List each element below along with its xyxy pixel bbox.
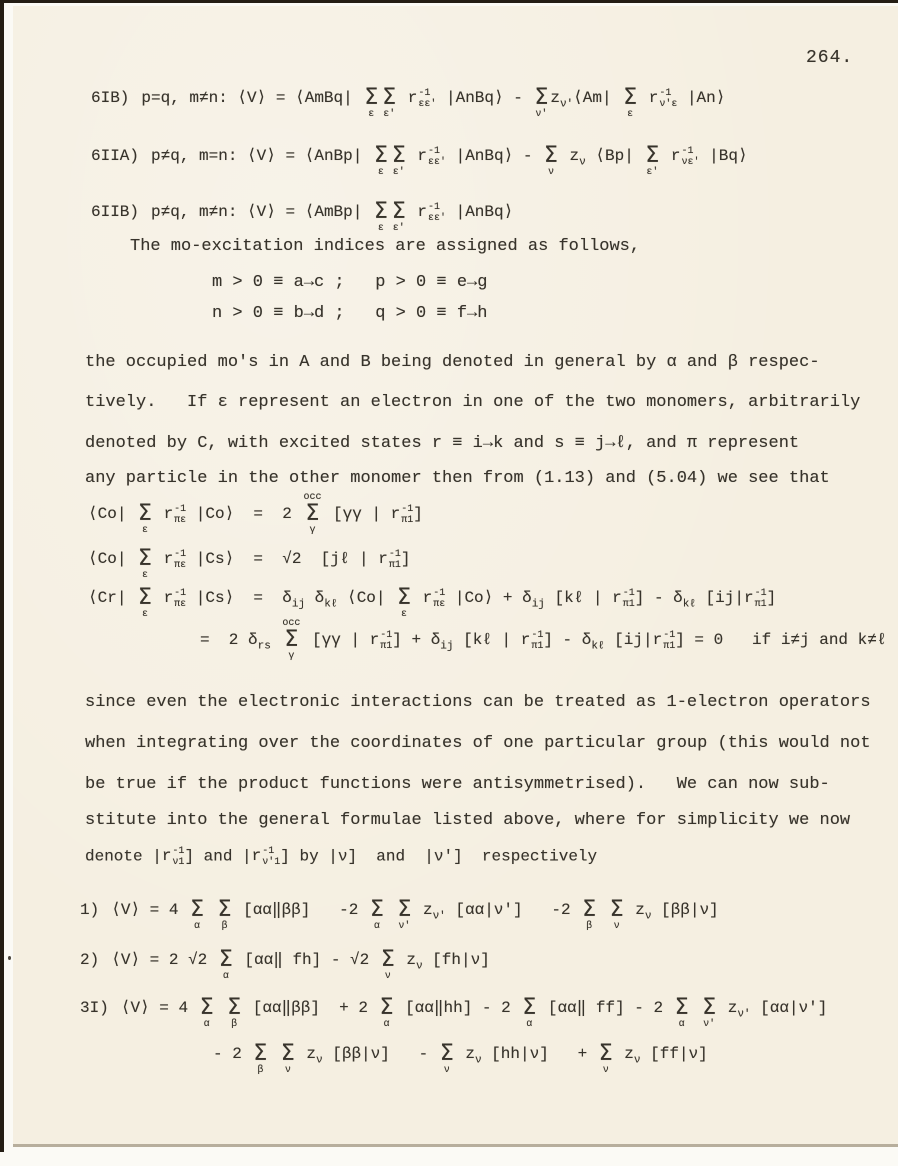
equation-6iia xyxy=(91,130,748,182)
equation-body: p≠q, m≠n: ⟨V⟩ = ⟨AmBp| Σ ε Σ ε′ r -1 εε′ |AnBq⟩ xyxy=(151,199,514,234)
equation-6iib xyxy=(91,186,513,238)
equation-2 xyxy=(80,934,490,986)
equation-body: = 2 $\delta_{rs}$ occ Σ γ [γγ | r -1 π1 ] + $\delta_{ij}$ [kℓ | r -1 π1 ] - $\delta_{k\ell}$ [ij|r -1 π1 ] = 0 if i≠j and k≠ℓ xyxy=(200,618,887,662)
paragraph-line: when integrating over the coordinates of one particular group (this would not xyxy=(85,734,871,753)
equation-label: 6IIB) xyxy=(91,203,140,221)
scanner-edge-top xyxy=(0,0,898,3)
equation-body: ⟨Co| Σ ε r -1 πε |Co⟩ = 2 occ Σ γ [γγ | r -1 π1 ] xyxy=(88,492,423,536)
denote-line xyxy=(85,834,597,878)
paragraph-line: stitute into the general formulae listed above, where for simplicity we now xyxy=(85,811,851,830)
scanner-edge-left xyxy=(0,0,4,1152)
intro-sentence: The mo-excitation indices are assigned as follows, xyxy=(130,237,641,256)
index-assignment-line: n > 0 ≡ b→d ; q > 0 ≡ f→h xyxy=(212,304,488,323)
equation-label: 6IIA) xyxy=(91,147,140,165)
equation-1 xyxy=(80,884,719,936)
equation-6ib xyxy=(91,72,725,124)
paragraph-line: since even the electronic interactions can be treated as 1-electron operators xyxy=(85,693,871,712)
equation-body: - 2 Σ β Σ ν $z_\nu$ [ββ|ν] - Σ ν $z_\nu$ [hh|ν] + Σ ν $z_\nu$ [ff|ν] xyxy=(213,1041,708,1076)
scan-speck xyxy=(8,956,11,960)
document-page xyxy=(13,6,898,1147)
paragraph-line: tively. If ε represent an electron in one of the two monomers, arbitrarily xyxy=(85,393,861,412)
paragraph-line: denoted by C, with excited states r ≡ i→k and s ≡ j→ℓ, and π represent xyxy=(85,434,800,453)
equation-label: 1) xyxy=(80,901,100,919)
equation-body: p=q, m≠n: ⟨V⟩ = ⟨AmBq| Σ ε Σ ε′ r -1 εε′ |AnBq⟩ - Σ ν′ $z_{\nu'}⟨Am|$ Σ ε r -1 ν′ε |An⟩ xyxy=(141,85,726,120)
equation-label: 6IB) xyxy=(91,89,130,107)
paragraph-line: any particle in the other monomer then from (1.13) and (5.04) we see that xyxy=(85,469,830,488)
equation-3i xyxy=(80,982,827,1034)
equation-body: p≠q, m=n: ⟨V⟩ = ⟨AnBp| Σ ε Σ ε′ r -1 εε′ |AnBq⟩ - Σ ν $z_\nu$ ⟨Bp| Σ ε′ r -1 νε′ |Bq⟩ xyxy=(151,143,748,178)
equation-body: ⟨V⟩ = 4 Σ α Σ β [αα‖ββ] -2 Σ α Σ ν′ $z_{\nu'}$ [αα|ν′] -2 Σ β Σ ν $z_\nu$ [ββ|ν] xyxy=(111,897,719,932)
paragraph-line: the occupied mo's in A and B being denoted in general by α and β respec- xyxy=(85,353,820,372)
equation-body: ⟨V⟩ = 2 √2 Σ α [αα‖ fh] - √2 Σ ν $z_\nu$ [fh|ν] xyxy=(111,947,490,982)
equation-body: ⟨Co| Σ ε r -1 πε |Cs⟩ = √2 [jℓ | r -1 π1 ] xyxy=(88,546,411,581)
page-number: 264. xyxy=(806,48,854,68)
index-assignment-line: m > 0 ≡ a→c ; p > 0 ≡ e→g xyxy=(212,273,488,292)
equation-body: ⟨V⟩ = 4 Σ α Σ β [αα‖ββ] + 2 Σ α [αα‖hh] - 2 Σ α [αα‖ ff] - 2 Σ α Σ ν′ $z_{\nu'}$ [αα|ν′] xyxy=(120,995,828,1030)
equation-body: ⟨Cr| Σ ε r -1 πε |Cs⟩ = $\delta_{ij}$ $\delta_{k\ell}$ ⟨Co| Σ ε r -1 πε |Co⟩ + $\delta_{ij}$ [kℓ | r -1 π1 ] - $\delta_{k\ell}$ [ij|r -1 π1 ] xyxy=(88,585,777,620)
equation-body: denote |r -1 ν1 ] and |r -1 ν′1 ] by |ν] and |ν′] respectively xyxy=(85,845,598,868)
paragraph-line: be true if the product functions were antisymmetrised). We can now sub- xyxy=(85,775,830,794)
equation-label: 2) xyxy=(80,951,100,969)
derivation-line-4 xyxy=(200,614,886,666)
equation-label: 3I) xyxy=(80,999,109,1017)
equation-3i-continued xyxy=(213,1028,708,1080)
